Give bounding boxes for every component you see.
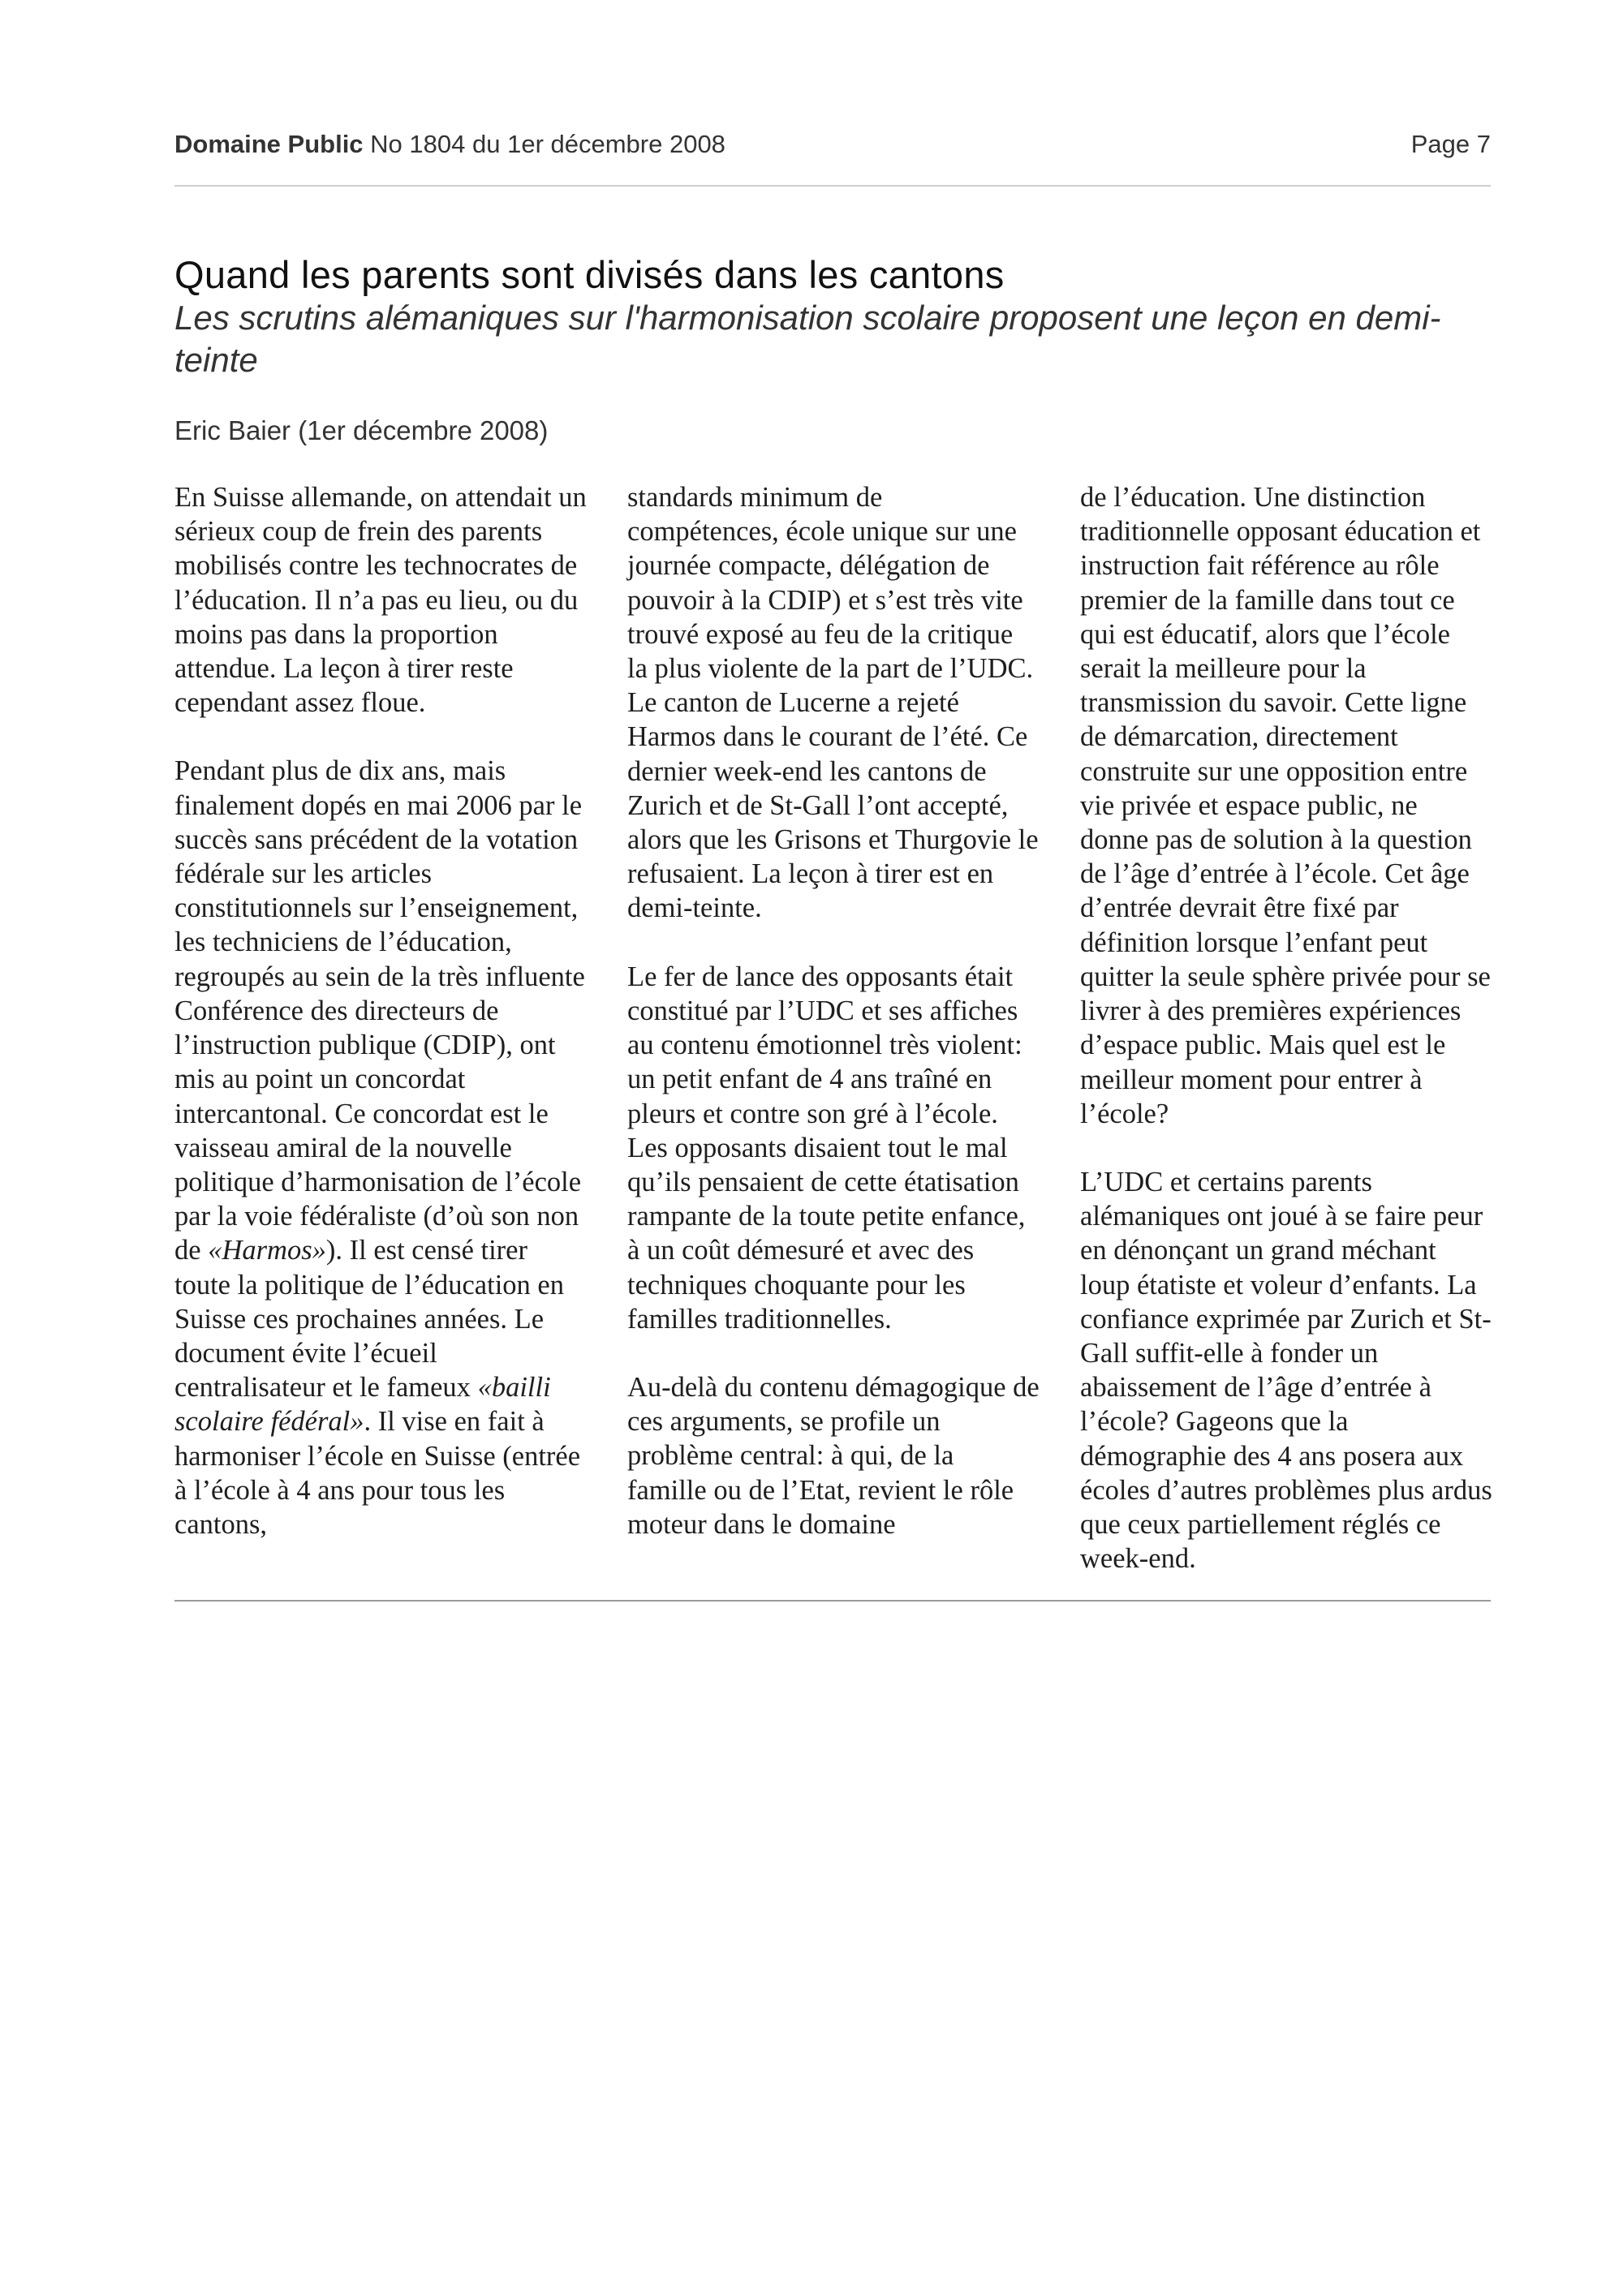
text-run: ). Il est censé tirer toute la politique de l’éducation en Suisse ces prochaines années. Le document évite l’écueil centralisateur et le fameux (174, 1235, 564, 1404)
text-run: . Il vise en fait à harmoniser l’école en Suisse (entrée à l’école à 4 ans pour tous les cantons, (174, 1406, 581, 1540)
issue-info: No 1804 du 1er décembre 2008 (370, 130, 725, 158)
footer-divider (174, 1600, 1491, 1602)
paragraph: Le fer de lance des opposants était constitué par l’UDC et ses affiches au contenu émotionnel très violent: un petit enfant de 4 ans traîné en pleurs et contre son gré à l’école. Les opposants disaient tout le mal qu’ils pensaient de cette étatisation rampante de la toute petite enfance, à un coût démesuré et avec des techniques choquante pour les familles traditionnelles. (627, 961, 1026, 1335)
column-1 (174, 480, 587, 1576)
paragraph: de l’éducation. Une distinction traditionnelle opposant éducation et instruction fait référence au rôle premier de la famille dans tout ce qui est éducatif, alors que l’école serait la meilleure pour la transmission du savoir. Cette ligne de démarcation, directement construite sur une opposition entre vie privée et espace public, ne donne pas de solution à la question de l’âge d’entrée à l’école. Cet âge d’entrée devrait être fixé par définition lorsque l’enfant peut quitter la seule sphère privée pour se livrer à des premières expériences d’espace public. Mais quel est le meilleur moment pour entrer à l’école? (1080, 482, 1491, 1129)
article-byline: Eric Baier (1er décembre 2008) (174, 415, 549, 446)
text-run: Pendant plus de dix ans, mais finalement dopés en mai 2006 par le succès sans précédent de la votation fédérale sur les articles constitutionnels sur l’enseignement, les techniciens de l’éducation, regroupés au sein de la très influente Conférence des directeurs de l’instruction publique (CDIP), ont mis au point un concordat intercantonal. Ce concordat est le vaisseau amiral de la nouvelle politique d’harmonisation de l’école par la voie fédéraliste (d’où son non de (174, 755, 585, 1266)
document-page (174, 130, 1491, 1602)
italic-bailli: «bailli scolaire fédéral» (174, 1372, 551, 1438)
column-3 (1080, 480, 1492, 1576)
paragraph (174, 754, 587, 1541)
header-divider (174, 185, 1491, 187)
page-number: Page 7 (1410, 130, 1491, 158)
paragraph: En Suisse allemande, on attendait un sérieux coup de frein des parents mobilisés contre les technocrates de l’éducation. Il n’a pas eu lieu, ou du moins pas dans la proportion attendue. La leçon à tirer reste cependant assez floue. (174, 482, 587, 719)
paragraph: standards minimum de compétences, école unique sur une journée compacte, délégation de pouvoir à la CDIP) et s’est très vite trouvé exposé au feu de la critique la plus violente de la part de l’UDC. Le canton de Lucerne a rejeté Harmos dans le courant de l’été. Ce dernier week-end les cantons de Zurich et de St-Gall l’ont accepté, alors que les Grisons et Thurgovie le refusaient. La leçon à tirer est en demi-teinte. (627, 482, 1039, 924)
paragraph: Au-delà du contenu démagogique de ces arguments, se profile un problème central: à qui, de la famille ou de l’Etat, revient le rôle moteur dans le domaine (627, 1371, 1040, 1540)
article-body (174, 480, 1491, 1576)
column-2 (627, 480, 1040, 1576)
publication-info (174, 130, 725, 159)
publication-name: Domaine Public (174, 130, 364, 158)
article-title: Quand les parents sont divisés dans les cantons (174, 253, 1005, 296)
paragraph: L’UDC et certains parents alémaniques ont joué à se faire peur en dénonçant un grand méchant loup étatiste et voleur d’enfants. La confiance exprimée par Zurich et St-Gall suffit-elle à fonder un abaissement de l’âge d’entrée à l’école? Gageons que la démographie des 4 ans posera aux écoles d’autres problèmes plus ardus que ceux partiellement réglés ce week-end. (1080, 1166, 1492, 1575)
italic-harmos: «Harmos» (208, 1235, 326, 1266)
article-subtitle: Les scrutins alémaniques sur l'harmonisation scolaire proposent une leçon en demi-teinte (174, 299, 1441, 380)
running-header (174, 130, 1491, 175)
